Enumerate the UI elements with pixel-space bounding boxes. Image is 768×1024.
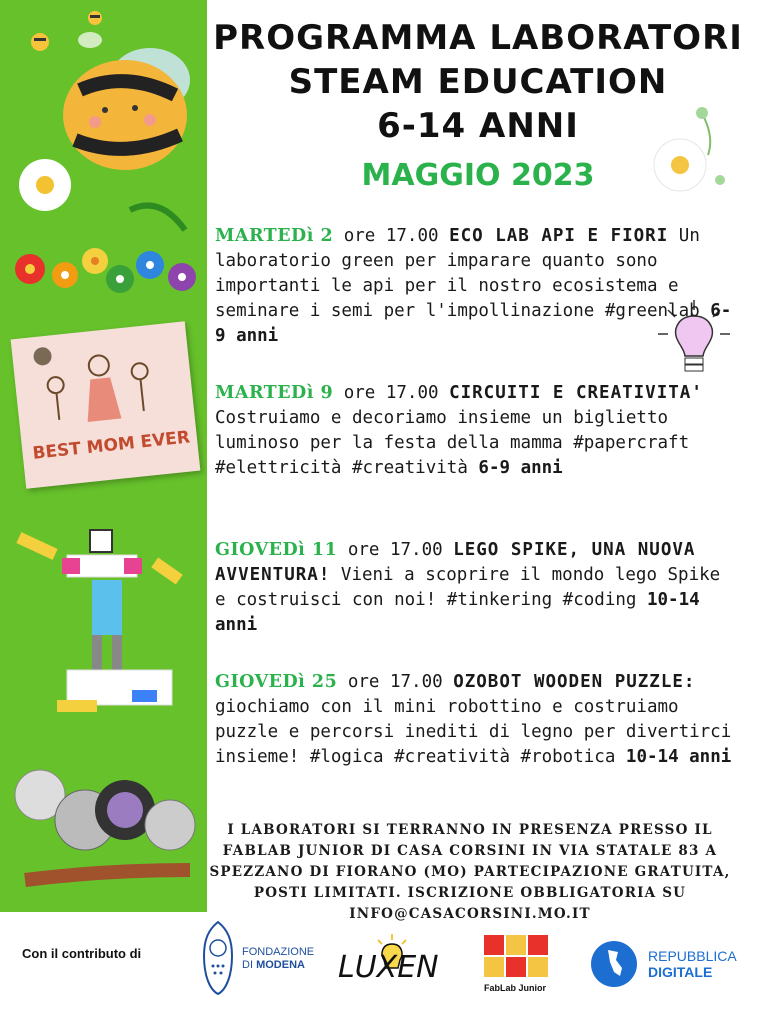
ozobot-robots (5, 750, 205, 910)
fondazione-line-2: DI (242, 959, 253, 971)
luxen-logo (338, 932, 448, 992)
event-1-time: ore 17.00 (343, 226, 439, 246)
best-mom-card (11, 321, 201, 488)
fablab-junior-logo (480, 935, 560, 997)
event-1-title: ECO LAB API E FIORI (449, 226, 669, 246)
event-3-description: Vieni a scoprire il mondo lego Spike e costruisci con noi! #tinkering #coding (215, 565, 721, 610)
month-title: MAGGIO 2023 (361, 158, 595, 193)
event-1-age: 6-9 anni (215, 301, 732, 346)
repubblica-line-2: DIGITALE (648, 964, 713, 980)
bee-illustration (10, 0, 200, 240)
event-1-description: Un laboratorio green per imparare quanto sono importanti le api per il nostro ecosistema e seminare i semi per l'impollinazione #greenlab (215, 226, 700, 321)
lego-robot (12, 520, 197, 720)
event-2-age: 6-9 anni (478, 458, 563, 478)
event-2 (215, 381, 735, 481)
event-4-description: giochiamo con il mini robottino e costruiamo puzzle e percorsi inediti di legno per divertirci insieme! #logica #creatività #robotica (215, 697, 732, 767)
italy-map-icon (590, 940, 638, 988)
fondazione-line-3: MODENA (256, 959, 305, 971)
event-2-title: CIRCUITI E CREATIVITA' (449, 383, 703, 403)
repubblica-line-1: REPUBBLICA (648, 948, 737, 964)
title-line-3: 6-14 ANNI (377, 106, 579, 146)
fablab-text: FabLab Junior (484, 983, 547, 993)
event-3-time: ore 17.00 (347, 540, 443, 560)
title-line-1: PROGRAMMA LABORATORI (213, 18, 743, 58)
location-note: I LABORATORI SI TERRANNO IN PRESENZA PRESSO IL FABLAB JUNIOR DI CASA CORSINI IN VIA STATALE 83 A SPEZZANO DI FIORANO (MO) PARTECIPAZIONE GRATUITA, POSTI LIMITATI. ISCRIZIONE OBBLIGATORIA SU INFO@CASACORSINI.MO.IT (209, 822, 731, 922)
event-3-age: 10-14 anni (215, 590, 700, 635)
event-4-day: GIOVEDì 25 (215, 672, 338, 692)
event-3-day: GIOVEDì 11 (215, 540, 338, 560)
event-2-time: ore 17.00 (343, 383, 439, 403)
contribution-label: Con il contributo di (22, 946, 142, 961)
fondazione-crest-icon (200, 918, 236, 998)
card-text: BEST MOM EVER (31, 427, 191, 464)
event-3 (215, 538, 735, 638)
event-4 (215, 670, 735, 770)
luxen-wordmark: LUXEN (338, 950, 439, 985)
fondazione-line-1: FONDAZIONE (242, 946, 315, 958)
event-2-day: MARTEDì 9 (215, 383, 334, 403)
event-2-description: Costruiamo e decoriamo insieme un biglietto luminoso per la festa della mamma #papercraft #elettricità #creatività (215, 408, 690, 478)
title-line-2: STEAM EDUCATION (288, 62, 668, 102)
event-4-title: OZOBOT WOODEN PUZZLE: (453, 672, 696, 692)
event-4-time: ore 17.00 (347, 672, 443, 692)
event-1-day: MARTEDì 2 (215, 226, 334, 246)
fondazione-modena-logo (200, 918, 315, 998)
flowers-row (10, 245, 205, 300)
repubblica-digitale-logo (590, 940, 760, 990)
event-3-title: LEGO SPIKE, UNA NUOVA AVVENTURA! (215, 540, 696, 585)
event-1 (215, 224, 735, 349)
event-4-age: 10-14 anni (625, 747, 732, 767)
fablab-mark-icon (484, 935, 550, 979)
